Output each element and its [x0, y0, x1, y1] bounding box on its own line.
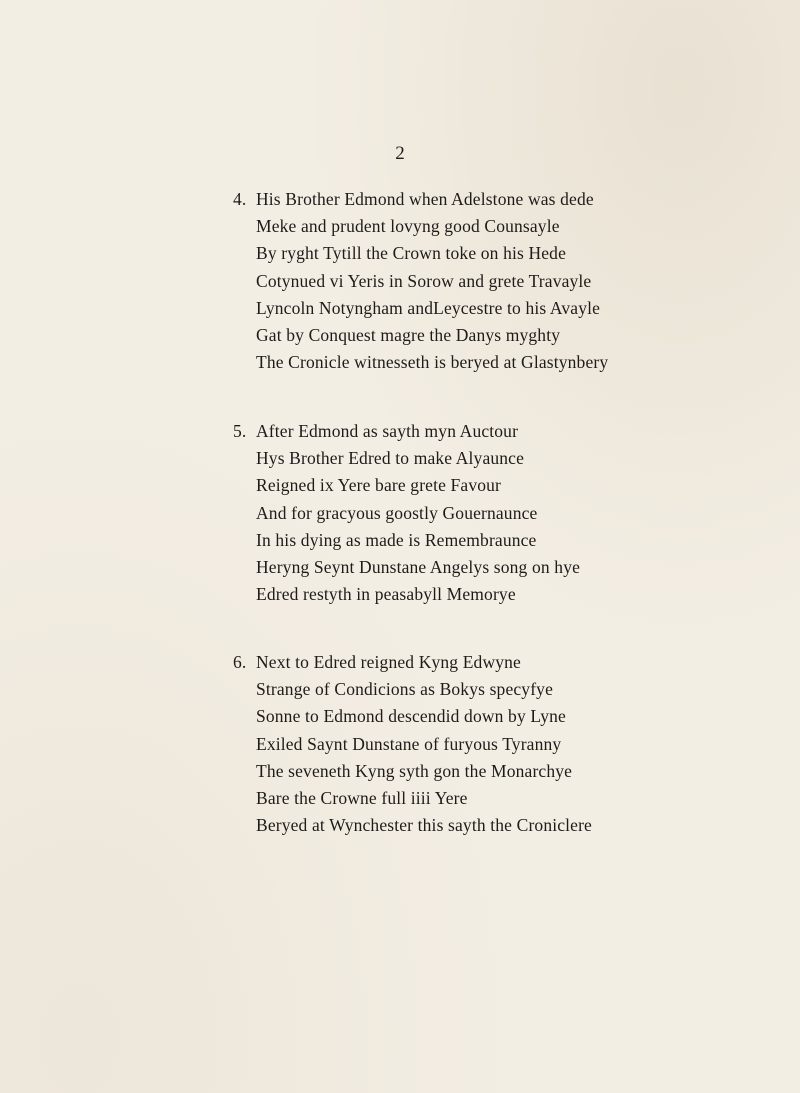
- page-number: 2: [395, 143, 405, 164]
- stanza-line: [233, 186, 673, 213]
- line-text: After Edmond as sayth myn Auctour: [256, 421, 519, 441]
- stanza-line: Lyncoln Notyngham andLeycestre to his Avayle: [256, 297, 601, 318]
- stanza-line: Gat by Conquest magre the Danys myghty: [256, 325, 561, 346]
- stanza-line: Beryed at Wynchester this sayth the Croniclere: [256, 815, 592, 836]
- stanza-line: [233, 649, 673, 676]
- line-text: Next to Edred reigned Kyng Edwyne: [256, 652, 521, 672]
- stanza-4: [233, 186, 673, 376]
- stanza-line: Meke and prudent lovyng good Counsayle: [256, 216, 560, 237]
- stanza-number: 5.: [233, 421, 247, 441]
- stanza-line: Hys Brother Edred to make Alyaunce: [256, 448, 525, 469]
- stanza-line: And for gracyous goostly Gouernaunce: [256, 502, 538, 523]
- line-text: His Brother Edmond when Adelstone was dede: [256, 189, 594, 209]
- stanza-6: [233, 649, 673, 839]
- stanza-line: The seveneth Kyng syth gon the Monarchye: [256, 760, 573, 781]
- stanza-line: Exiled Saynt Dunstane of furyous Tyranny: [256, 733, 562, 754]
- stanza-line: In his dying as made is Remembraunce: [256, 529, 537, 550]
- stanza-line: Sonne to Edmond descendid down by Lyne: [256, 706, 566, 727]
- stanza-line: Reigned ix Yere bare grete Favour: [256, 475, 502, 496]
- stanza-line: [233, 418, 673, 445]
- stanza-line: The Cronicle witnesseth is beryed at Glastynbery: [256, 352, 609, 373]
- stanza-number: 4.: [233, 189, 247, 209]
- stanza-line: Bare the Crowne full iiii Yere: [256, 788, 468, 809]
- stanza-line: By ryght Tytill the Crown toke on his Hede: [256, 243, 567, 264]
- stanza-line: Heryng Seynt Dunstane Angelys song on hye: [256, 557, 581, 578]
- stanza-line: Edred restyth in peasabyll Memorye: [256, 584, 516, 605]
- stanza-line: Cotynued vi Yeris in Sorow and grete Travayle: [256, 270, 592, 291]
- stanza-line: Strange of Condicions as Bokys specyfye: [256, 679, 553, 700]
- stanza-number: 6.: [233, 652, 247, 672]
- stanza-5: [233, 418, 673, 608]
